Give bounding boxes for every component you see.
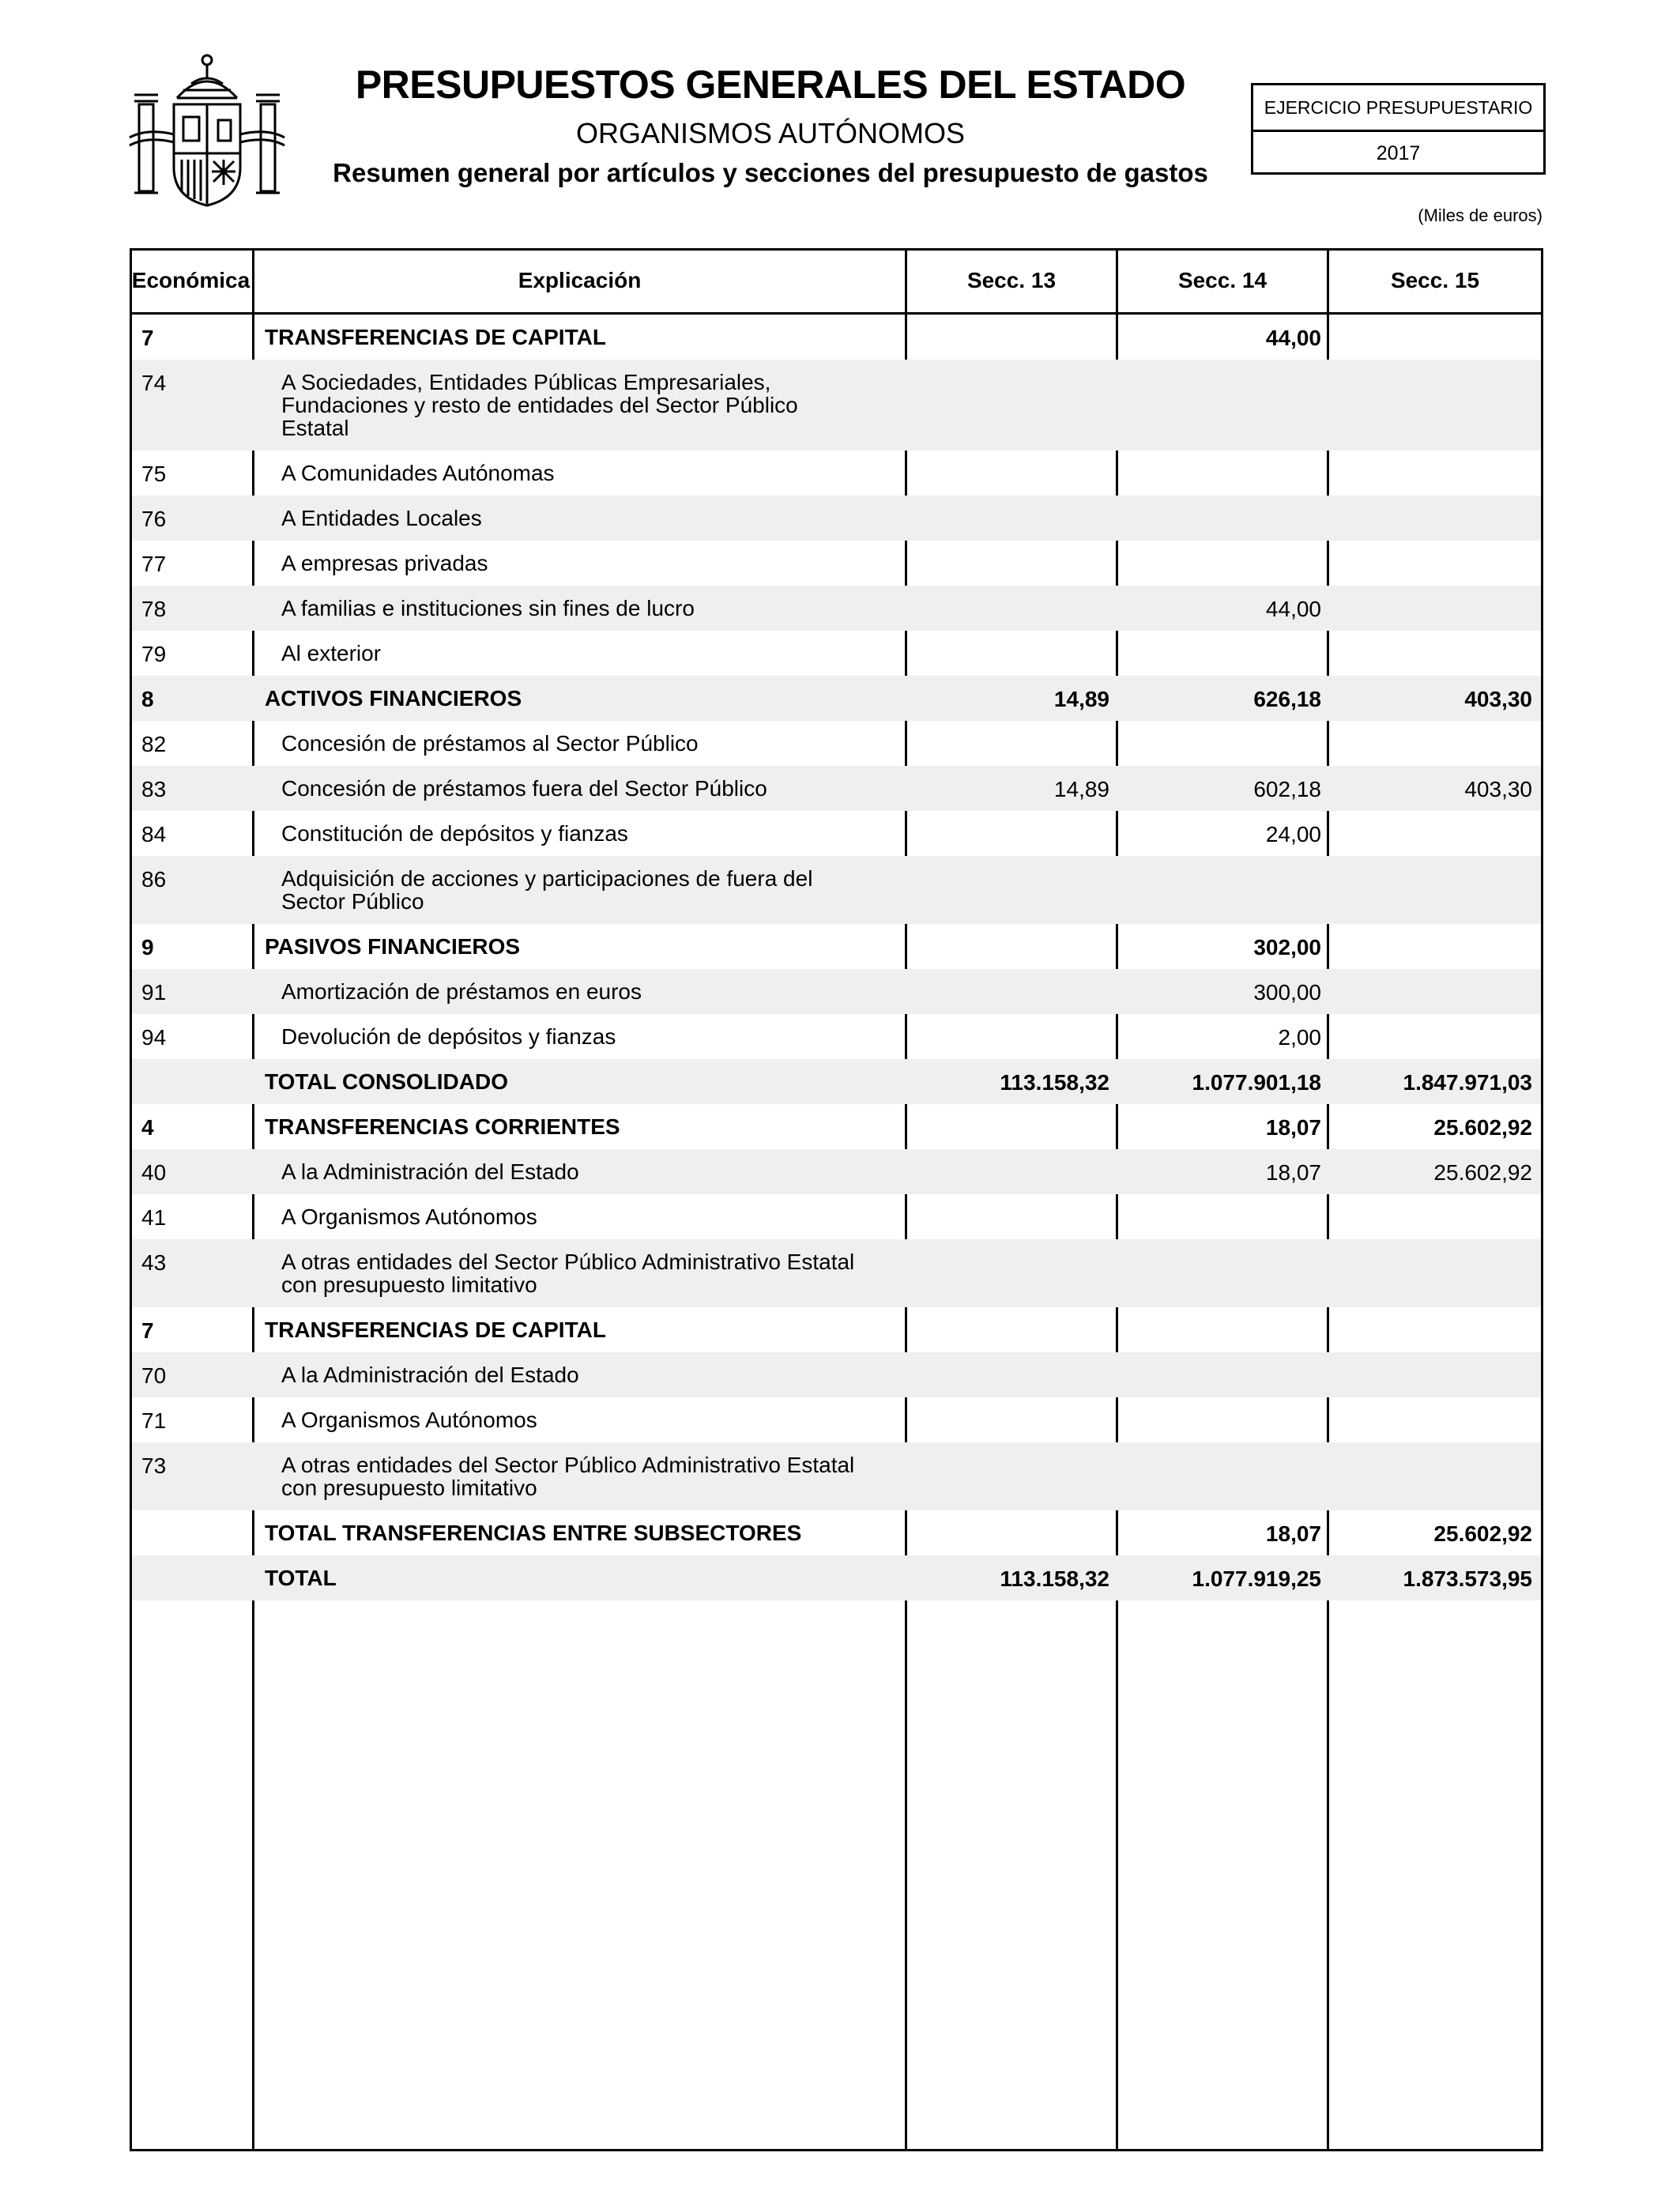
row-code: 84 — [141, 822, 167, 846]
row-description-line: con presupuesto limitativo — [281, 1476, 537, 1500]
row-secc-14: 1.077.901,18 — [1192, 1070, 1321, 1095]
table-row — [132, 586, 1541, 631]
row-secc-15: 1.873.573,95 — [1403, 1566, 1532, 1591]
column-header-economica: Económica — [131, 268, 250, 292]
row-description-line: A familias e instituciones sin fines de lucro — [281, 596, 695, 620]
units-note: (Miles de euros) — [1418, 205, 1543, 225]
document-description: Resumen general por artículos y secciones del presupuesto de gastos — [333, 158, 1208, 187]
table-row — [132, 496, 1541, 541]
exercise-label: EJERCICIO PRESUPUESTARIO — [1253, 85, 1543, 132]
row-description-line: PASIVOS FINANCIEROS — [265, 934, 521, 959]
row-description-line: TRANSFERENCIAS DE CAPITAL — [265, 325, 606, 349]
row-description-line: Constitución de depósitos y fianzas — [281, 821, 628, 846]
table-row — [132, 766, 1541, 811]
row-code: 9 — [141, 935, 154, 959]
row-code: 40 — [141, 1160, 167, 1185]
row-code: 73 — [141, 1453, 167, 1478]
row-description-line: TOTAL — [265, 1566, 337, 1590]
table-header — [130, 248, 1543, 315]
row-description — [265, 1070, 508, 1093]
row-secc-15: 1.847.971,03 — [1403, 1070, 1532, 1095]
row-secc-14: 18,07 — [1265, 1160, 1321, 1185]
row-description — [281, 371, 798, 439]
row-description-line: TRANSFERENCIAS DE CAPITAL — [265, 1318, 606, 1342]
row-description — [281, 1453, 854, 1499]
row-description — [281, 777, 767, 800]
row-description-line: TOTAL CONSOLIDADO — [265, 1069, 508, 1094]
row-description-line: A otras entidades del Sector Público Administrativo Estatal — [281, 1250, 855, 1274]
row-code: 74 — [141, 371, 167, 395]
row-code: 7 — [141, 326, 154, 350]
row-description-line: TOTAL TRANSFERENCIAS ENTRE SUBSECTORES — [265, 1521, 802, 1545]
row-description — [281, 1408, 537, 1431]
table-body — [132, 315, 1541, 1600]
row-secc-13: 113.158,32 — [1000, 1070, 1109, 1095]
table-row — [132, 1239, 1541, 1307]
exercise-box — [1251, 83, 1546, 175]
row-description-line: con presupuesto limitativo — [281, 1272, 537, 1297]
row-secc-14: 302,00 — [1253, 935, 1321, 959]
row-secc-14: 1.077.919,25 — [1192, 1566, 1321, 1591]
row-secc-14: 24,00 — [1265, 822, 1321, 846]
row-secc-14: 626,18 — [1253, 687, 1321, 711]
row-description — [265, 935, 520, 958]
row-description-line: Al exterior — [281, 641, 382, 665]
column-header-secc-13: Secc. 13 — [966, 268, 1057, 292]
table-row — [132, 450, 1541, 496]
row-code: 4 — [141, 1115, 154, 1140]
row-code: 71 — [141, 1408, 167, 1433]
column-header-secc-15: Secc. 15 — [1390, 268, 1480, 292]
row-description-line: A otras entidades del Sector Público Administrativo Estatal — [281, 1453, 855, 1477]
table-row — [132, 1059, 1541, 1104]
row-description — [265, 326, 606, 349]
row-code: 78 — [141, 597, 167, 621]
row-code: 79 — [141, 642, 167, 666]
row-description-line: Fundaciones y resto de entidades del Sector Público — [281, 393, 798, 417]
row-code: 83 — [141, 777, 167, 801]
table-row — [132, 969, 1541, 1014]
row-description-line: A Organismos Autónomos — [281, 1204, 537, 1229]
row-description — [281, 1250, 854, 1296]
table-row — [132, 676, 1541, 721]
table-row — [132, 1352, 1541, 1397]
row-description-line: Estatal — [281, 416, 349, 440]
row-description-line: Amortización de préstamos en euros — [281, 979, 642, 1004]
row-code: 43 — [141, 1250, 167, 1275]
row-secc-15: 25.602,92 — [1433, 1521, 1532, 1546]
table-row — [132, 631, 1541, 676]
row-description — [281, 462, 555, 484]
row-code: 75 — [141, 462, 167, 486]
document-title: PRESUPUESTOS GENERALES DEL ESTADO — [355, 62, 1186, 107]
row-code: 70 — [141, 1363, 167, 1388]
row-code: 91 — [141, 980, 167, 1005]
row-description — [265, 1566, 337, 1589]
row-secc-13: 113.158,32 — [1000, 1566, 1109, 1591]
row-secc-15: 403,30 — [1464, 777, 1532, 801]
table-row — [132, 721, 1541, 766]
row-description-line: A la Administración del Estado — [281, 1159, 579, 1184]
row-description — [265, 1521, 801, 1544]
row-secc-13: 14,89 — [1053, 687, 1109, 711]
table-row — [132, 1397, 1541, 1442]
row-code: 41 — [141, 1205, 167, 1230]
row-description-line: ACTIVOS FINANCIEROS — [265, 686, 522, 711]
row-description — [281, 1363, 579, 1386]
row-description — [281, 507, 482, 530]
row-description-line: A la Administración del Estado — [281, 1363, 579, 1387]
table-row — [132, 360, 1541, 450]
row-description — [281, 1205, 537, 1228]
row-description — [281, 642, 381, 665]
table-row — [132, 541, 1541, 586]
document-subtitle: ORGANISMOS AUTÓNOMOS — [575, 117, 966, 149]
row-description — [281, 980, 642, 1003]
table-row — [132, 856, 1541, 924]
row-description-line: Sector Público — [281, 889, 424, 914]
row-description — [265, 687, 522, 710]
row-secc-13: 14,89 — [1053, 777, 1109, 801]
table-row — [132, 1149, 1541, 1194]
column-header-secc-14: Secc. 14 — [1177, 268, 1268, 292]
row-description-line: Concesión de préstamos al Sector Público — [281, 731, 699, 756]
row-description — [281, 732, 699, 755]
row-description — [281, 552, 488, 575]
column-header-explicacion: Explicación — [518, 268, 642, 292]
row-secc-14: 602,18 — [1253, 777, 1321, 801]
row-description — [265, 1318, 606, 1341]
table-row — [132, 1442, 1541, 1510]
row-secc-14: 300,00 — [1253, 980, 1321, 1005]
row-description-line: TRANSFERENCIAS CORRIENTES — [265, 1114, 620, 1139]
row-secc-14: 44,00 — [1265, 326, 1321, 350]
table-row — [132, 1510, 1541, 1555]
coat-of-arms-emblem — [128, 49, 286, 211]
table-row — [132, 1014, 1541, 1059]
row-secc-14: 18,07 — [1265, 1521, 1321, 1546]
row-description — [281, 597, 695, 620]
row-description-line: Devolución de depósitos y fianzas — [281, 1024, 616, 1049]
row-code: 94 — [141, 1025, 167, 1050]
table-row — [132, 1104, 1541, 1149]
row-description — [281, 822, 628, 845]
table-row — [132, 1307, 1541, 1352]
row-code: 76 — [141, 507, 167, 531]
row-secc-15: 25.602,92 — [1433, 1115, 1532, 1140]
row-code: 86 — [141, 867, 167, 892]
table-row — [132, 924, 1541, 969]
row-description — [281, 1160, 579, 1183]
row-code: 7 — [141, 1318, 154, 1343]
row-description-line: A Comunidades Autónomas — [281, 461, 555, 485]
row-description — [281, 1025, 616, 1048]
table-row — [132, 1194, 1541, 1239]
row-secc-14: 2,00 — [1278, 1025, 1321, 1050]
row-description-line: A empresas privadas — [281, 551, 488, 575]
row-code: 8 — [141, 687, 154, 711]
exercise-year: 2017 — [1376, 142, 1421, 164]
row-secc-14: 44,00 — [1265, 597, 1321, 621]
row-description-line: Adquisición de acciones y participaciones de fuera del — [281, 866, 813, 891]
row-description — [281, 867, 812, 913]
row-secc-14: 18,07 — [1265, 1115, 1321, 1140]
row-code: 82 — [141, 732, 167, 756]
row-description-line: A Entidades Locales — [281, 506, 482, 530]
row-secc-15: 403,30 — [1464, 687, 1532, 711]
table-row — [132, 315, 1541, 360]
row-description-line: A Sociedades, Entidades Públicas Empresariales, — [281, 370, 771, 394]
table-row — [132, 1555, 1541, 1600]
table-row — [132, 811, 1541, 856]
row-description-line: Concesión de préstamos fuera del Sector Público — [281, 776, 767, 801]
row-code: 77 — [141, 552, 167, 576]
row-description — [265, 1115, 620, 1138]
row-secc-15: 25.602,92 — [1433, 1160, 1532, 1185]
row-description-line: A Organismos Autónomos — [281, 1408, 537, 1432]
